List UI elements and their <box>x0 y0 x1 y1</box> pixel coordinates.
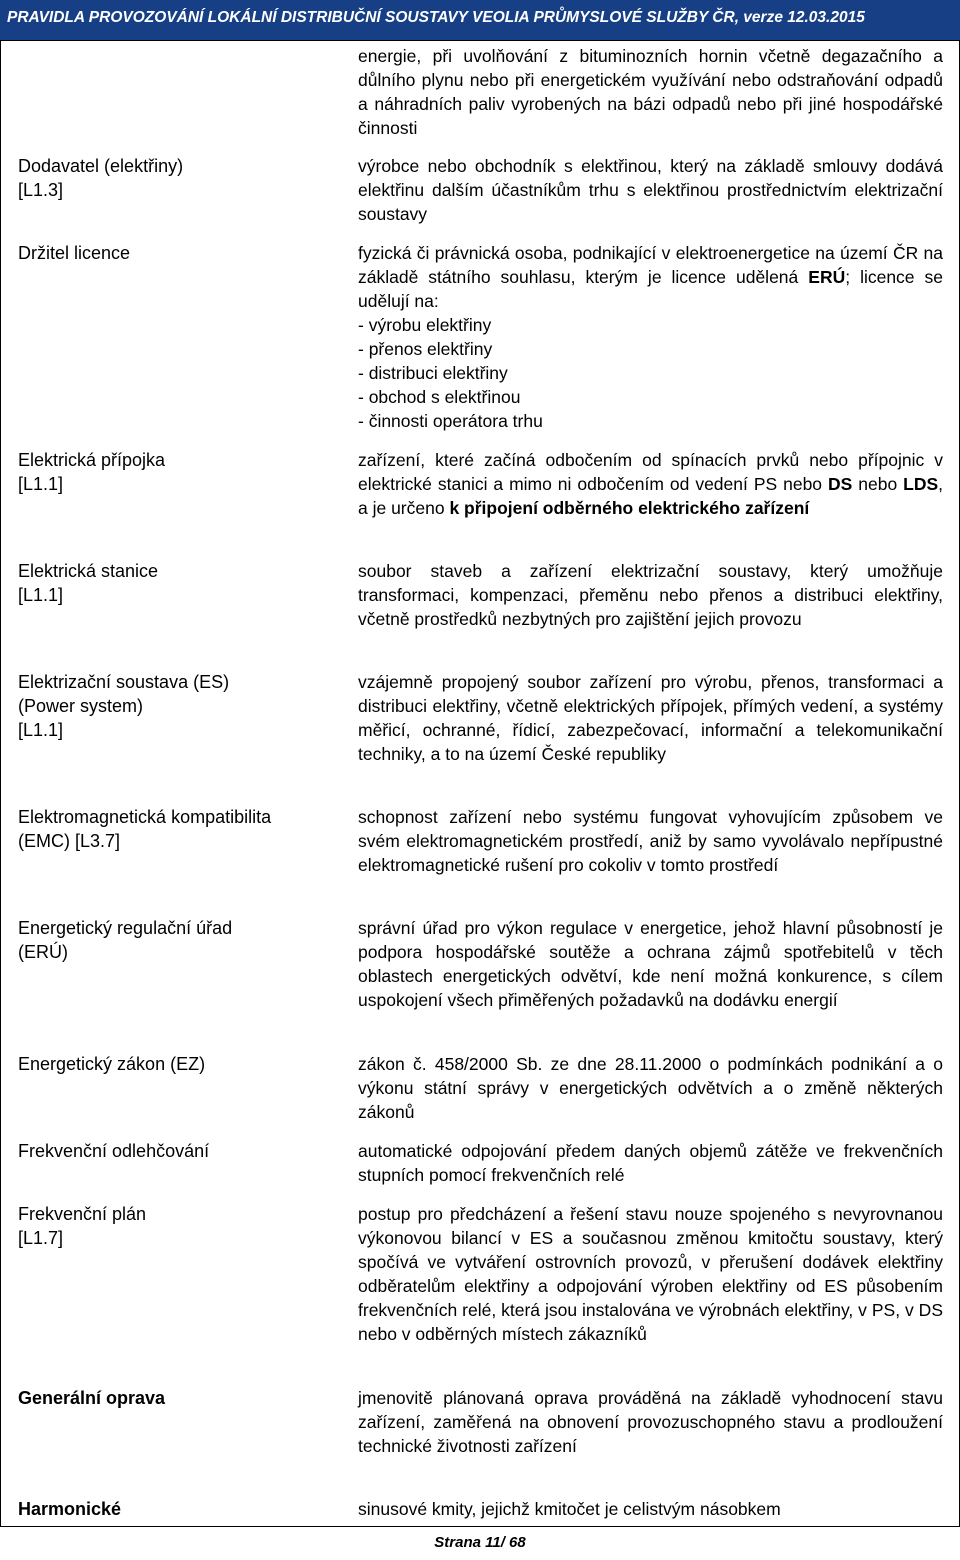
term-label: Frekvenční plán <box>18 1204 147 1224</box>
definition-text: sinusové kmity, jejichž kmitočet je celistvým násobkem <box>358 1499 781 1519</box>
term-label: Držitel licence <box>18 243 131 263</box>
definition-text: výrobce nebo obchodník s elektřinou, který na základě smlouvy dodává elektřinu dalším účastníkům trhu s elektřinou prostřednictvím elektrizační soustavy <box>358 156 943 224</box>
definition-bold: k připojení odběrného elektrického zařízení <box>449 498 810 518</box>
term-subtitle: (Power system) <box>18 696 144 716</box>
term-reference: [L1.1] <box>18 720 64 740</box>
term-label: Elektrizační soustava (ES) <box>18 672 230 692</box>
term <box>18 1202 343 1250</box>
term-label: Energetický regulační úřad <box>18 918 233 938</box>
definition-text: vzájemně propojený soubor zařízení pro výrobu, přenos, transformaci a distribuci elektřiny, včetně elektrických přípojek, přímých vedení, a systémy měřicí, ochranné, řídicí, zabezpečovací, informační a telekomunikační techniky, a to na území České republiky <box>358 672 943 764</box>
definition-text: zákon č. 458/2000 Sb. ze dne 28.11.2000 o podmínkách podnikání a o výkonu státní správy v energetických odvětvích a o změně některých zákonů <box>358 1054 943 1122</box>
list-item: - obchod s elektřinou <box>358 387 521 407</box>
list-item: - distribuci elektřiny <box>358 363 508 383</box>
definition-text <box>358 241 943 433</box>
term <box>18 1497 343 1521</box>
term-label: Harmonické <box>18 1499 122 1519</box>
page-frame-top <box>0 40 960 41</box>
term-label: Generální oprava <box>18 1388 166 1408</box>
term <box>18 559 343 607</box>
page-frame-left <box>0 40 1 1526</box>
definition-text: správní úřad pro výkon regulace v energetice, jehož hlavní působností je podpora hospodářské soutěže a ochrana zájmů spotřebitelů v těch oblastech energetických odvětví, kde není možná konkurence, s cílem uspokojení všech přiměřených požadavků na dodávku energií <box>358 918 943 1010</box>
definition-text: postup pro předcházení a řešení stavu nouze spojeného s nevyrovnanou výkonovou bilancí v ES a současnou změnou kmitočtu soustavy, který spočívá ve vytváření ostrovních provozů, v přerušení dodávek elektřiny odběratelům elektřiny a odpojování výroben elektřiny od ES působením frekvenčních relé, která jsou instalována ve výrobnách elektřiny, v PS, v DS nebo v odběrných místech zákazníků <box>358 1204 943 1344</box>
definition-part: ; licence se udělují na: <box>358 267 944 311</box>
term-reference: [L1.1] <box>18 474 64 494</box>
definition-text: energie, při uvolňování z bituminozních hornin včetně degazačního a důlního plynu nebo při energetickém využívání nebo odstraňování odpadů a náhradních paliv vyrobených na bázi odpadů nebo při jiné hospodářské činnosti <box>358 46 943 138</box>
definition-text <box>358 448 943 520</box>
term-label: Frekvenční odlehčování <box>18 1141 210 1161</box>
term <box>18 448 343 496</box>
term-subtitle: (EMC) <box>18 831 70 851</box>
term <box>18 1386 343 1410</box>
page-frame-bottom <box>0 1526 960 1527</box>
list-item: - výrobu elektřiny <box>358 315 492 335</box>
term <box>18 1052 343 1076</box>
term-reference: [L1.1] <box>18 585 64 605</box>
list-item: - činnosti operátora trhu <box>358 411 543 431</box>
term <box>18 241 343 265</box>
term-label: Dodavatel (elektřiny) <box>18 156 184 176</box>
term-label: Elektromagnetická kompatibilita <box>18 807 272 827</box>
term-label: Elektrická stanice <box>18 561 159 581</box>
term <box>18 916 343 964</box>
term <box>18 670 343 742</box>
definition-text: automatické odpojování předem daných objemů zátěže ve frekvenčních stupních pomocí frekvenčních relé <box>358 1141 943 1185</box>
definition-bold: ERÚ <box>808 267 846 287</box>
definition-text: jmenovitě plánovaná oprava prováděná na základě vyhodnocení stavu zařízení, zaměřená na obnovení provozuschopného stavu a prodloužení technické životnosti zařízení <box>358 1388 943 1456</box>
page-number: Strana 11/ 68 <box>434 1534 526 1551</box>
definition-text: schopnost zařízení nebo systému fungovat vyhovujícím způsobem ve svém elektromagnetickém prostředí, aniž by samo vyvolávalo nepřípustné elektromagnetické rušení pro cokoliv v tomto prostředí <box>358 807 943 875</box>
definition-part: , a je určeno <box>358 474 943 518</box>
definition-part: fyzická či právnická osoba, podnikající v elektroenergetice na území ČR na základě státního souhlasu, kterým je licence udělená <box>358 243 943 287</box>
term <box>18 154 343 202</box>
list-item: - přenos elektřiny <box>358 339 493 359</box>
term <box>18 1139 343 1163</box>
term-reference: [L1.3] <box>18 180 64 200</box>
term-subtitle: (ERÚ) <box>18 942 68 962</box>
term-label: Energetický zákon (EZ) <box>18 1054 206 1074</box>
term <box>18 805 343 853</box>
definition-part: nebo <box>852 474 904 494</box>
term-reference: [L1.7] <box>18 1228 64 1248</box>
definition-bold: LDS <box>903 474 939 494</box>
definition-text: soubor staveb a zařízení elektrizační soustavy, který umožňuje transformaci, kompenzaci, přeměnu nebo přenos a distribuci elektřiny, včetně prostředků nezbytných pro zajištění jejich provozu <box>358 561 943 629</box>
term-reference: [L3.7] <box>75 831 121 851</box>
definition-bold: DS <box>827 474 853 494</box>
definition-part: zařízení, které začíná odbočením od spínacích prvků nebo přípojnic v elektrické stanici a mimo ni odbočením od vedení PS nebo <box>358 450 943 494</box>
term-label: Elektrická přípojka <box>18 450 166 470</box>
document-header: PRAVIDLA PROVOZOVÁNÍ LOKÁLNÍ DISTRIBUČNÍ SOUSTAVY VEOLIA PRŮMYSLOVÉ SLUŽBY ČR, verze 12.03.2015 <box>0 0 960 40</box>
